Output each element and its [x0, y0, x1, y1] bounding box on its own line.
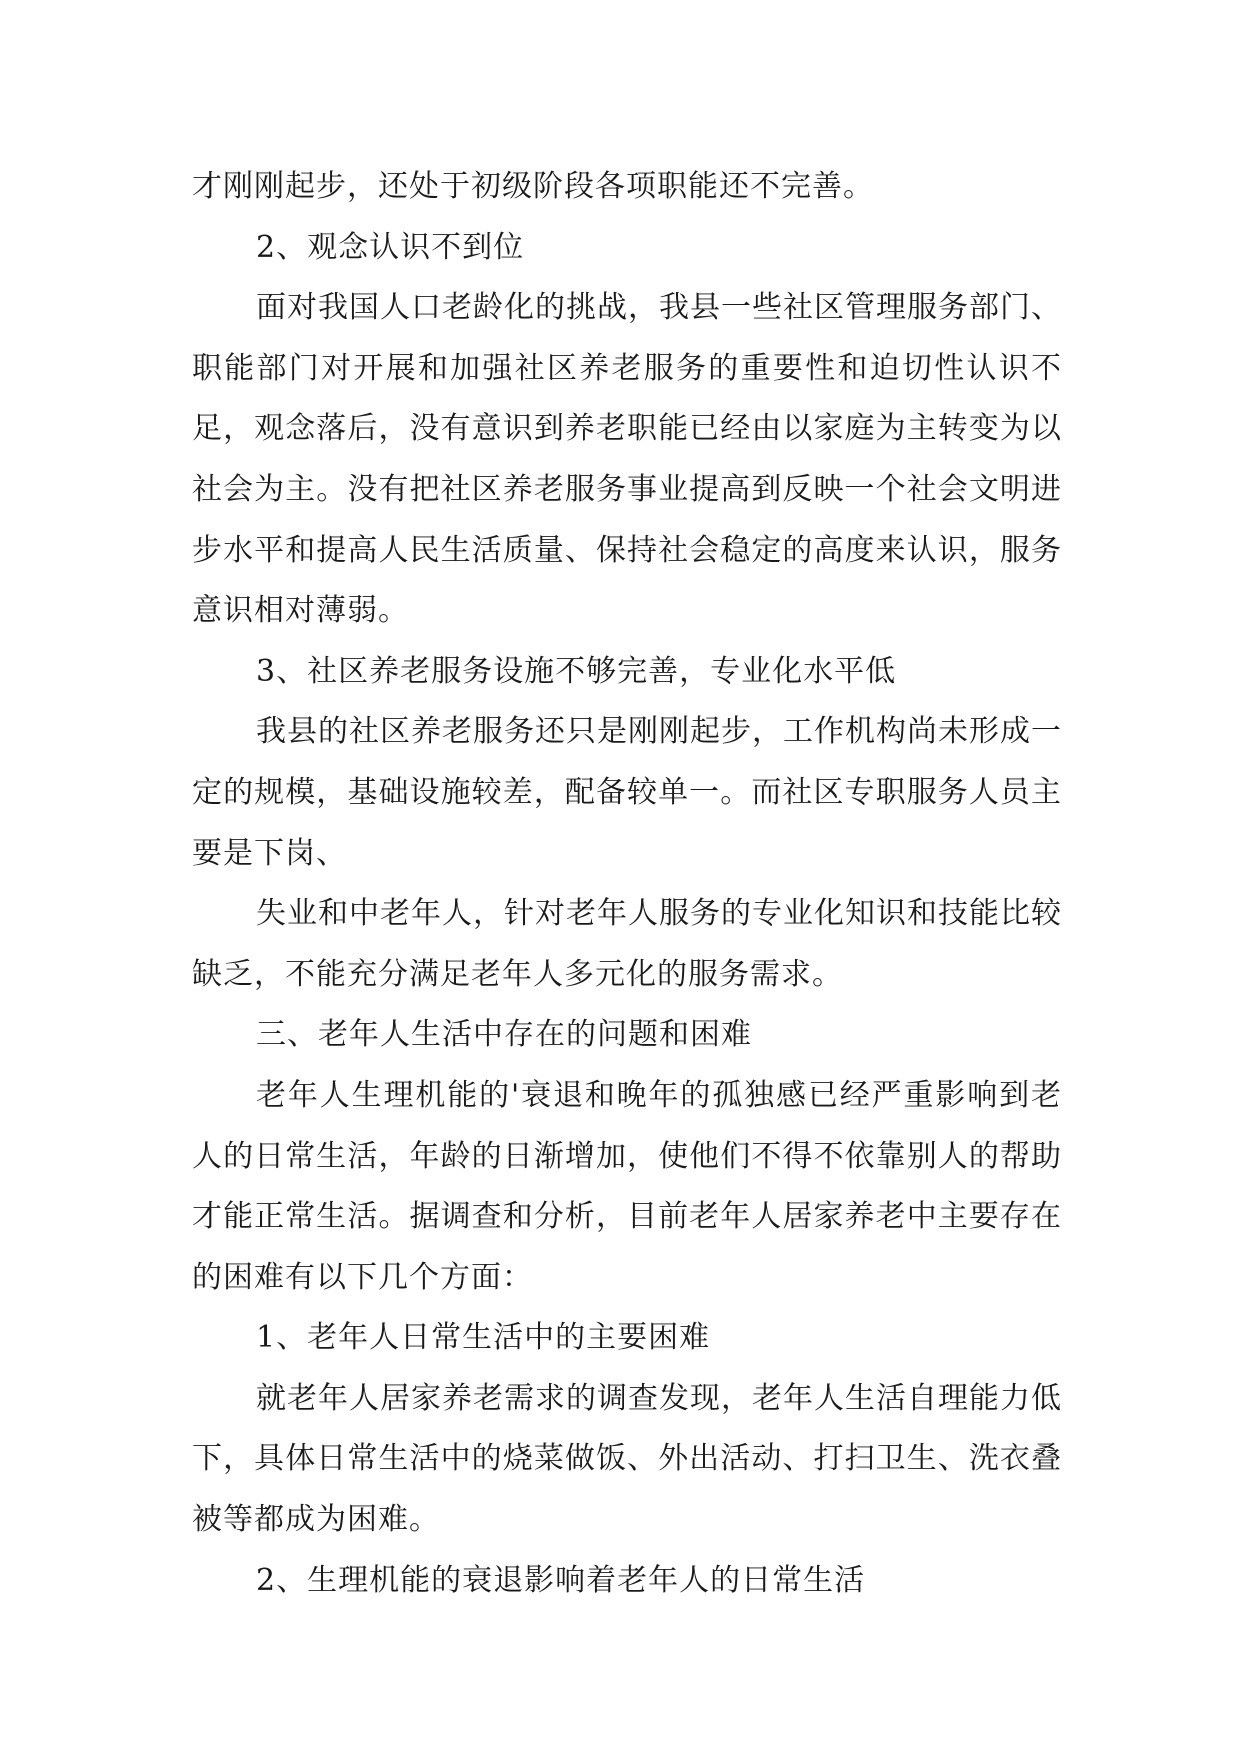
section-heading: 1、老年人日常生活中的主要困难: [256, 1320, 711, 1356]
document-body: [192, 157, 1062, 1611]
section-heading: 三、老年人生活中存在的问题和困难: [256, 1017, 752, 1053]
section-heading: 2、生理机能的衰退影响着老年人的日常生活: [256, 1562, 866, 1598]
paragraph: 就老年人居家养老需求的调查发现，老年人生活自理能力低下，具体日常生活中的烧菜做饭、外出活动、打扫卫生、洗衣叠被等都成为困难。: [192, 1380, 1062, 1538]
paragraph: 失业和中老年人，针对老年人服务的专业化知识和技能比较缺乏，不能充分满足老年人多元化的服务需求。: [192, 896, 1062, 992]
paragraph: 我县的社区养老服务还只是刚刚起步，工作机构尚未形成一定的规模，基础设施较差，配备较单一。而社区专职服务人员主要是下岗、: [192, 714, 1062, 871]
paragraph: 才刚刚起步，还处于初级阶段各项职能还不完善。: [192, 169, 874, 204]
section-heading: 2、观念认识不到位: [256, 229, 525, 265]
paragraph: 老年人生理机能的'衰退和晚年的孤独感已经严重影响到老人的日常生活，年龄的日渐增加，使他们不得不依靠别人的帮助才能正常生活。据调查和分析，目前老年人居家养老中主要存在的困难有以下几个方面：: [192, 1077, 1062, 1295]
paragraph: 面对我国人口老龄化的挑战，我县一些社区管理服务部门、职能部门对开展和加强社区养老服务的重要性和迫切性认识不足，观念落后，没有意识到养老职能已经由以家庭为主转变为以社会为主。没有把社区养老服务事业提高到反映一个社会文明进步水平和提高人民生活质量、保持社会稳定的高度来认识，服务意识相对薄弱。: [192, 290, 1062, 629]
section-heading: 3、社区养老服务设施不够完善，专业化水平低: [256, 653, 897, 689]
